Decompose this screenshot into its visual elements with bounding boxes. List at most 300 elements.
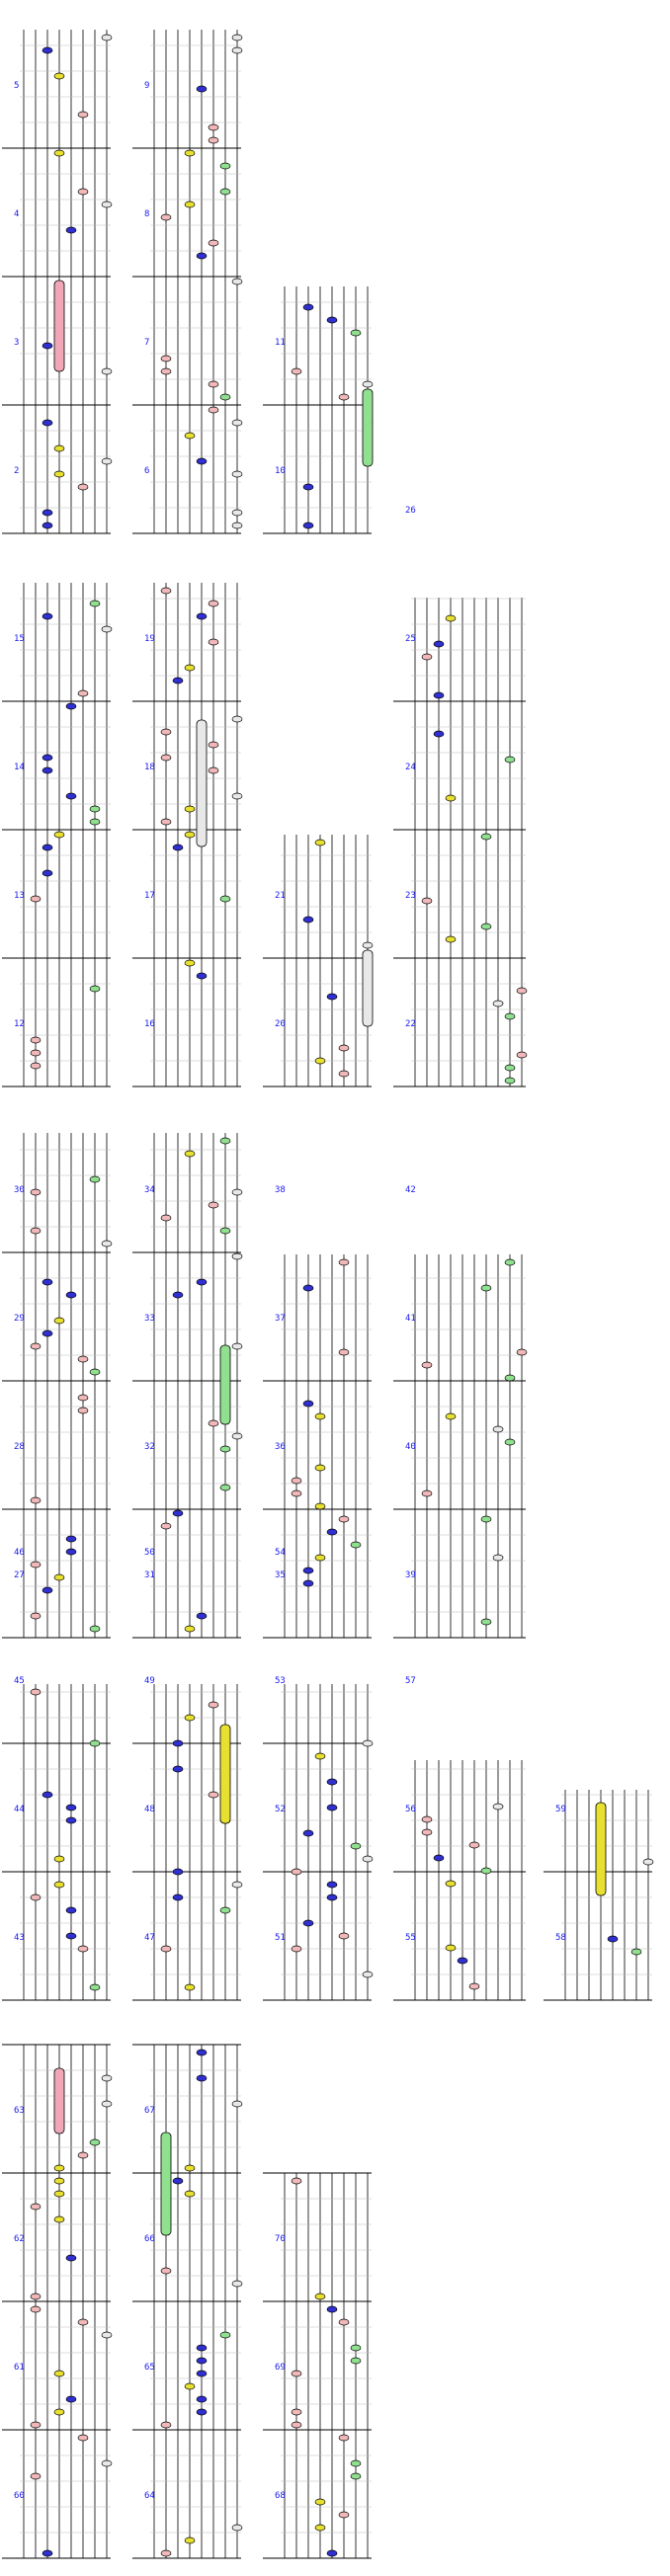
note-yellow[interactable] (446, 615, 456, 621)
note-blue[interactable] (327, 994, 337, 1000)
note-yellow[interactable] (446, 1413, 456, 1419)
note-yellow[interactable] (185, 1151, 195, 1157)
note-green[interactable] (351, 2473, 361, 2479)
note-blue[interactable] (197, 1279, 207, 1285)
note-white[interactable] (102, 2332, 112, 2338)
note-blue[interactable] (42, 420, 52, 426)
note-blue[interactable] (197, 2358, 207, 2364)
note-red[interactable] (31, 2204, 41, 2210)
note-green[interactable] (90, 1740, 100, 1746)
note-white[interactable] (232, 35, 242, 40)
note-yellow[interactable] (185, 2537, 195, 2543)
note-green[interactable] (220, 189, 230, 195)
note-white[interactable] (232, 2525, 242, 2531)
chart-panel-row5-g2[interactable] (132, 2045, 242, 2558)
note-white[interactable] (232, 793, 242, 799)
note-blue[interactable] (303, 1401, 313, 1407)
note-yellow[interactable] (446, 1881, 456, 1887)
note-white[interactable] (493, 1804, 503, 1810)
note-blue[interactable] (173, 845, 183, 850)
note-blue[interactable] (197, 2371, 207, 2376)
note-red[interactable] (31, 1050, 41, 1056)
note-white[interactable] (232, 47, 242, 53)
note-green[interactable] (481, 1619, 491, 1625)
note-green[interactable] (505, 1259, 515, 1265)
note-red[interactable] (31, 2473, 41, 2479)
note-blue[interactable] (66, 1907, 76, 1913)
note-red[interactable] (31, 1613, 41, 1619)
note-yellow[interactable] (54, 2165, 64, 2171)
note-red[interactable] (422, 1829, 432, 1835)
note-red[interactable] (292, 2422, 301, 2428)
note-red[interactable] (31, 2294, 41, 2299)
note-red[interactable] (209, 137, 218, 143)
note-green[interactable] (90, 1176, 100, 1182)
note-green[interactable] (505, 1065, 515, 1071)
note-yellow[interactable] (315, 2499, 325, 2505)
chart-panel-row1-g1[interactable] (2, 30, 112, 533)
note-yellow[interactable] (185, 201, 195, 207)
note-white[interactable] (232, 420, 242, 426)
note-yellow[interactable] (315, 1753, 325, 1759)
note-red[interactable] (78, 1356, 88, 1362)
note-red[interactable] (161, 2268, 171, 2274)
note-blue[interactable] (197, 253, 207, 259)
note-blue[interactable] (42, 47, 52, 53)
note-yellow[interactable] (315, 1465, 325, 1471)
note-red[interactable] (31, 2306, 41, 2312)
chart-panel-row3-g2[interactable] (132, 1133, 242, 1638)
note-red[interactable] (292, 1869, 301, 1875)
note-red[interactable] (517, 988, 527, 994)
note-green[interactable] (90, 986, 100, 992)
note-red[interactable] (209, 1792, 218, 1798)
hold-note-green[interactable] (220, 1345, 230, 1424)
note-blue[interactable] (327, 317, 337, 323)
note-green[interactable] (505, 1013, 515, 1019)
note-blue[interactable] (173, 678, 183, 684)
note-yellow[interactable] (185, 1984, 195, 1990)
note-blue[interactable] (173, 1869, 183, 1875)
note-blue[interactable] (42, 510, 52, 516)
note-red[interactable] (469, 1842, 479, 1848)
note-blue[interactable] (42, 1279, 52, 1285)
note-blue[interactable] (327, 1805, 337, 1811)
note-yellow[interactable] (185, 2191, 195, 2197)
note-red[interactable] (78, 690, 88, 696)
note-red[interactable] (209, 767, 218, 773)
note-red[interactable] (161, 588, 171, 594)
note-white[interactable] (643, 1859, 653, 1865)
note-blue[interactable] (197, 2075, 207, 2081)
hold-note-white[interactable] (197, 720, 207, 846)
note-blue[interactable] (42, 523, 52, 528)
note-red[interactable] (292, 368, 301, 374)
chart-panel-row3-g3[interactable] (263, 1185, 372, 1638)
note-blue[interactable] (42, 767, 52, 773)
note-white[interactable] (493, 1555, 503, 1561)
note-white[interactable] (363, 1972, 373, 1977)
note-red[interactable] (209, 240, 218, 246)
note-blue[interactable] (197, 1613, 207, 1619)
chart-panel-row2-g4[interactable] (393, 506, 527, 1087)
note-white[interactable] (102, 626, 112, 632)
note-blue[interactable] (434, 1855, 444, 1861)
note-red[interactable] (31, 896, 41, 902)
note-red[interactable] (209, 601, 218, 606)
note-yellow[interactable] (315, 2525, 325, 2531)
note-green[interactable] (481, 1285, 491, 1291)
note-red[interactable] (209, 381, 218, 387)
note-yellow[interactable] (54, 2191, 64, 2197)
note-yellow[interactable] (54, 1856, 64, 1862)
note-red[interactable] (161, 1523, 171, 1529)
note-green[interactable] (90, 819, 100, 825)
note-blue[interactable] (173, 1766, 183, 1772)
note-blue[interactable] (42, 343, 52, 349)
note-blue[interactable] (42, 613, 52, 619)
note-red[interactable] (339, 2319, 349, 2325)
note-yellow[interactable] (54, 2216, 64, 2222)
note-yellow[interactable] (185, 1626, 195, 1632)
hold-note-yellow[interactable] (220, 1725, 230, 1823)
note-red[interactable] (31, 1063, 41, 1069)
note-white[interactable] (493, 1426, 503, 1432)
hold-note-green[interactable] (161, 2133, 171, 2235)
note-white[interactable] (363, 381, 373, 387)
note-blue[interactable] (66, 2396, 76, 2402)
chart-panel-row2-g1[interactable] (2, 583, 112, 1087)
note-red[interactable] (78, 2435, 88, 2441)
note-red[interactable] (209, 1420, 218, 1426)
note-red[interactable] (292, 2371, 301, 2376)
note-green[interactable] (220, 2332, 230, 2338)
note-white[interactable] (363, 1740, 373, 1746)
hold-note-white[interactable] (363, 950, 373, 1026)
note-blue[interactable] (66, 793, 76, 799)
note-blue[interactable] (66, 227, 76, 233)
note-blue[interactable] (42, 1330, 52, 1336)
note-green[interactable] (220, 1907, 230, 1913)
note-green[interactable] (351, 2358, 361, 2364)
note-yellow[interactable] (54, 2371, 64, 2376)
note-yellow[interactable] (54, 2178, 64, 2184)
note-blue[interactable] (327, 1779, 337, 1785)
note-blue[interactable] (66, 1817, 76, 1823)
note-yellow[interactable] (185, 433, 195, 439)
note-red[interactable] (78, 1395, 88, 1401)
hold-note-green[interactable] (363, 389, 373, 466)
note-green[interactable] (220, 394, 230, 400)
note-blue[interactable] (303, 1285, 313, 1291)
note-blue[interactable] (197, 2050, 207, 2055)
chart-panel-row5-g1[interactable] (2, 2045, 112, 2558)
note-green[interactable] (351, 330, 361, 336)
note-red[interactable] (339, 2435, 349, 2441)
note-green[interactable] (505, 1439, 515, 1445)
note-green[interactable] (220, 1446, 230, 1452)
note-white[interactable] (102, 2460, 112, 2466)
note-white[interactable] (102, 2075, 112, 2081)
note-blue[interactable] (66, 1549, 76, 1555)
note-red[interactable] (209, 124, 218, 130)
chart-panel-row1-g3[interactable] (263, 286, 373, 533)
note-red[interactable] (78, 2152, 88, 2158)
note-yellow[interactable] (54, 1318, 64, 1324)
note-yellow[interactable] (446, 795, 456, 801)
note-blue[interactable] (173, 2178, 183, 2184)
note-red[interactable] (161, 2422, 171, 2428)
note-white[interactable] (102, 368, 112, 374)
note-yellow[interactable] (446, 1945, 456, 1951)
chart-panel-row2-g2[interactable] (132, 583, 242, 1087)
note-green[interactable] (220, 1485, 230, 1490)
note-white[interactable] (232, 1343, 242, 1349)
chart-panel-row2-g3[interactable] (263, 835, 373, 1087)
note-white[interactable] (232, 1433, 242, 1439)
note-red[interactable] (161, 819, 171, 825)
note-red[interactable] (31, 1037, 41, 1043)
note-red[interactable] (31, 1343, 41, 1349)
note-green[interactable] (220, 1138, 230, 1144)
hold-note-pink[interactable] (54, 2068, 64, 2133)
note-red[interactable] (161, 214, 171, 220)
note-red[interactable] (78, 2319, 88, 2325)
note-white[interactable] (232, 1882, 242, 1888)
note-red[interactable] (469, 1983, 479, 1989)
note-yellow[interactable] (315, 1503, 325, 1509)
note-green[interactable] (631, 1949, 641, 1955)
chart-panel-row4-g4[interactable] (393, 1676, 526, 2000)
note-green[interactable] (505, 757, 515, 763)
note-red[interactable] (517, 1052, 527, 1058)
chart-panel-row4-g5[interactable] (544, 1790, 653, 2000)
note-blue[interactable] (197, 2345, 207, 2351)
chart-panel-row1-g2[interactable] (132, 30, 242, 533)
note-white[interactable] (102, 2101, 112, 2107)
note-green[interactable] (351, 1542, 361, 1548)
note-blue[interactable] (42, 870, 52, 876)
note-blue[interactable] (303, 523, 313, 528)
note-white[interactable] (232, 716, 242, 722)
note-red[interactable] (78, 112, 88, 118)
note-blue[interactable] (327, 2306, 337, 2312)
note-blue[interactable] (303, 1920, 313, 1926)
note-blue[interactable] (66, 1536, 76, 1542)
note-blue[interactable] (303, 917, 313, 923)
note-red[interactable] (209, 1202, 218, 1208)
note-white[interactable] (102, 1241, 112, 1247)
note-blue[interactable] (434, 641, 444, 647)
note-blue[interactable] (66, 1292, 76, 1298)
note-blue[interactable] (303, 304, 313, 310)
note-blue[interactable] (42, 1587, 52, 1593)
note-blue[interactable] (173, 1894, 183, 1900)
note-blue[interactable] (42, 845, 52, 850)
note-blue[interactable] (173, 1740, 183, 1746)
note-blue[interactable] (303, 1830, 313, 1836)
note-yellow[interactable] (185, 150, 195, 156)
note-green[interactable] (481, 834, 491, 840)
note-green[interactable] (90, 806, 100, 812)
note-red[interactable] (209, 407, 218, 413)
note-blue[interactable] (42, 2550, 52, 2556)
note-red[interactable] (422, 898, 432, 904)
note-green[interactable] (90, 2139, 100, 2145)
note-green[interactable] (220, 163, 230, 169)
note-red[interactable] (78, 189, 88, 195)
note-red[interactable] (209, 742, 218, 748)
note-red[interactable] (517, 1349, 527, 1355)
note-blue[interactable] (42, 1792, 52, 1798)
note-yellow[interactable] (54, 1882, 64, 1888)
note-green[interactable] (220, 896, 230, 902)
note-white[interactable] (232, 471, 242, 477)
note-yellow[interactable] (54, 832, 64, 838)
note-red[interactable] (209, 639, 218, 645)
note-red[interactable] (78, 484, 88, 490)
note-green[interactable] (90, 1984, 100, 1990)
note-blue[interactable] (42, 755, 52, 761)
note-red[interactable] (422, 1362, 432, 1368)
note-red[interactable] (31, 1689, 41, 1695)
note-blue[interactable] (197, 86, 207, 92)
note-red[interactable] (161, 356, 171, 362)
note-blue[interactable] (327, 2550, 337, 2556)
note-blue[interactable] (303, 1568, 313, 1573)
note-blue[interactable] (197, 973, 207, 979)
note-white[interactable] (102, 201, 112, 207)
note-red[interactable] (31, 1189, 41, 1195)
note-blue[interactable] (173, 1510, 183, 1516)
note-red[interactable] (78, 1946, 88, 1952)
note-blue[interactable] (197, 2409, 207, 2415)
note-yellow[interactable] (446, 936, 456, 942)
note-blue[interactable] (66, 1933, 76, 1939)
note-red[interactable] (422, 654, 432, 660)
note-blue[interactable] (327, 1529, 337, 1535)
note-red[interactable] (161, 1215, 171, 1221)
note-blue[interactable] (66, 2255, 76, 2261)
note-yellow[interactable] (185, 665, 195, 671)
note-red[interactable] (292, 1946, 301, 1952)
note-green[interactable] (505, 1375, 515, 1381)
note-yellow[interactable] (185, 2383, 195, 2389)
note-blue[interactable] (327, 1894, 337, 1900)
hold-note-pink[interactable] (54, 281, 64, 371)
note-white[interactable] (232, 1189, 242, 1195)
note-yellow[interactable] (315, 2294, 325, 2299)
chart-panel-row4-g1[interactable] (2, 1548, 111, 2000)
hold-note-yellow[interactable] (596, 1803, 606, 1895)
note-yellow[interactable] (54, 73, 64, 79)
note-red[interactable] (31, 1894, 41, 1900)
note-red[interactable] (339, 1071, 349, 1077)
note-white[interactable] (102, 35, 112, 40)
note-yellow[interactable] (54, 471, 64, 477)
note-red[interactable] (209, 1702, 218, 1708)
note-white[interactable] (232, 2101, 242, 2107)
note-green[interactable] (505, 1078, 515, 1084)
note-red[interactable] (339, 1045, 349, 1051)
note-white[interactable] (363, 1856, 373, 1862)
note-red[interactable] (161, 368, 171, 374)
note-yellow[interactable] (54, 1574, 64, 1580)
note-white[interactable] (232, 510, 242, 516)
note-red[interactable] (31, 1562, 41, 1568)
note-yellow[interactable] (185, 2165, 195, 2171)
note-yellow[interactable] (315, 840, 325, 845)
note-white[interactable] (102, 458, 112, 464)
note-yellow[interactable] (315, 1413, 325, 1419)
note-red[interactable] (422, 1490, 432, 1496)
note-green[interactable] (351, 2460, 361, 2466)
note-green[interactable] (481, 1516, 491, 1522)
note-red[interactable] (161, 755, 171, 761)
note-red[interactable] (339, 1933, 349, 1939)
note-red[interactable] (78, 1408, 88, 1413)
note-yellow[interactable] (185, 832, 195, 838)
note-blue[interactable] (197, 458, 207, 464)
note-blue[interactable] (608, 1936, 618, 1942)
note-white[interactable] (493, 1001, 503, 1006)
note-red[interactable] (31, 1497, 41, 1503)
note-blue[interactable] (66, 1805, 76, 1811)
note-red[interactable] (339, 1516, 349, 1522)
note-red[interactable] (292, 2409, 301, 2415)
note-red[interactable] (339, 1349, 349, 1355)
chart-panel-row3-g4[interactable] (393, 1185, 527, 1638)
note-green[interactable] (481, 924, 491, 929)
note-green[interactable] (220, 1228, 230, 1234)
note-red[interactable] (161, 729, 171, 735)
note-white[interactable] (232, 2281, 242, 2287)
note-green[interactable] (351, 2345, 361, 2351)
note-blue[interactable] (303, 1580, 313, 1586)
note-red[interactable] (339, 1259, 349, 1265)
note-blue[interactable] (197, 2396, 207, 2402)
note-green[interactable] (90, 1626, 100, 1632)
note-red[interactable] (339, 2512, 349, 2518)
note-red[interactable] (161, 1946, 171, 1952)
note-green[interactable] (90, 1369, 100, 1375)
note-red[interactable] (31, 1228, 41, 1234)
note-red[interactable] (161, 2550, 171, 2556)
note-red[interactable] (339, 394, 349, 400)
note-white[interactable] (363, 942, 373, 948)
note-red[interactable] (292, 2178, 301, 2184)
note-white[interactable] (232, 279, 242, 284)
note-green[interactable] (351, 1843, 361, 1849)
note-red[interactable] (31, 2422, 41, 2428)
note-blue[interactable] (197, 613, 207, 619)
chart-panel-row3-g1[interactable] (2, 1133, 112, 1638)
note-yellow[interactable] (185, 806, 195, 812)
note-blue[interactable] (66, 703, 76, 709)
note-green[interactable] (90, 601, 100, 606)
note-red[interactable] (292, 1478, 301, 1484)
note-yellow[interactable] (54, 445, 64, 451)
note-yellow[interactable] (54, 2409, 64, 2415)
note-white[interactable] (232, 1253, 242, 1259)
note-blue[interactable] (303, 484, 313, 490)
note-yellow[interactable] (185, 960, 195, 966)
note-yellow[interactable] (185, 1715, 195, 1721)
note-white[interactable] (232, 523, 242, 528)
note-red[interactable] (292, 1490, 301, 1496)
chart-panel-row5-g3[interactable] (263, 2173, 372, 2558)
note-yellow[interactable] (315, 1058, 325, 1064)
